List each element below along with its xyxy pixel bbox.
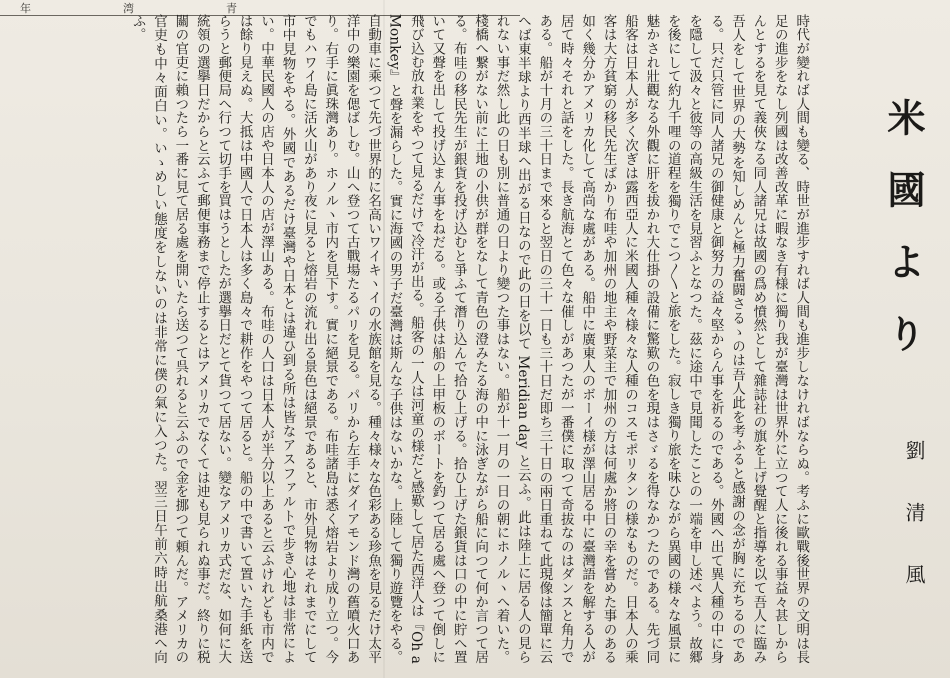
article-body — [4, 14, 854, 669]
header-mark-mid-1: 湾 — [123, 1, 136, 15]
article-title: 米國より — [881, 98, 926, 386]
header-mark-left: 年 — [20, 1, 33, 15]
header-mark-mid-2: 青 — [226, 1, 239, 15]
article-body-text: 時代が變れば人間も變る、時世が進步すれば人間も進步しなければならぬ。考ふに歐戰後世界の文明は長足の進步をなし列國は改善改革に暇なき有様に獨り我が臺灣は世界外に立つて人に後れる事益々甚しからんとするを見て義俠なる同人諸兄は故國の爲め憤然として雜誌社の旗を上げ覺醒と指導を以て吾人に臨み吾人をして世界の大勢を知しめんと極力奮闘さるゝのは吾人此を考ふると感謝の念が胸に充ちるのである。只だ只管に同人諸兄の御健康と御努力の益々堅からん事を祈るのである。外國へ出て異人種の中に身を隱して汲々と彼等の高級生活を見習ふとなつた。茲に途中で見聞したことの一端を申し述べよう。故郷を後にして約九千哩の道程を獨りでこつ〳〵と旅をした。寂しき獨り旅を味ひながら異國の様々な風景に魅かされ壯觀なる外觀に肝を拔かれ大仕掛の設備に驚歎の色を現はさゞるを得なかつたのである。先づ同船客は日本人が多く次ぎは露西亞人に米國人種々様々な人種のコスモポリタンの様なものだ。日本人の乘客は大方貧窮の移民先生ばかり布哇や加州の地主や野菜主で加州の方は何處か將日の幸を嘗めた事のある如く幾分かアメリカ化して高尚な處がある。船中に廣東人のボーイ様が澤山居る中に臺灣語を解する人が居て時々それと話をした。長き航海とて色々な催しがあつたが一番僕に取つて奇拔なのはダンスと角力である。船が十月の三十日まで來ると翌日の三十一日も三十日だ即ち三十日の兩日重ねて此現像は簡單に云へば東半球より西半球へ出がる日なので此の日を以て Meridian day と云ふ。此は陸上に居る人の見られない事だ然し此の日も別に普通の日より變つた事はない。船が十一月の一日の朝にホノルヽへ着いた。棧橋へ繋がない前に土地の小供が群をなして青色の澄みたる海の中に泳ぎながら船に向つて何か言つて居る。布哇の移民先生が銀貨を投げ込むと爭ふて潛り込んで拾ひ上げる。拾ひ上げた銀貨は口の中に貯へ置いて又聲を出して投げ込まん事をねだる。或る子供は船の上甲板のボートを釣つて居る處へ登つて倒しに飛び込む放れ業をやつて見るだけで冷汗が出る。船客の一人は河童の様だと感歎して居た西洋人は『Oh a Monkey』と聲を漏らした。實に海國の男子だ臺灣は斯んな子供はないかな。上陸して獨り遊覽をやる。自動車に乘つて先づ世界的に名高いワイキヽイの水族館を見る。種々様々な色彩ある珍魚を見るだけ太平洋中の樂園を偲ばしむ。山へ登つて古戰場たるパリを見る。パリから左手にダイアモンド灣の舊噴火口あり。右手に眞珠灣あり。ホノルヽ市内を見下す。實に絕景である。布哇諸島は悉く熔岩より成り立つ。今でもハワイ島に活火山があり夜に見ると熔岩の流れ出る景色は絕景であると、市外見物はそれまでにして市中見物をやる。外國であるだけ臺灣や日本とは違ひ到る所は皆なアスファルトで步き心地は非常によい。中華民國人の店や日本人の店が澤山ある。布哇の人口は日本人が半分以上あると云ふけれども市内では餘り見えぬ。大抵は中國人で日本人は多く島々で耕作をやつて居ると。船の中で書いて置いた手紙を送らうと郵便局へ行つて切手を買はうとしたが選擧日だとて貨つて居ない。變なアメリカ式だな、如何に大統領の選擧日だからと云ふて郵便事務まで停止するとはアメリカでなくては迚も見られぬ事だ。終りに税關の官吏に賴つたら一番に見て居る處を開いたら送つて呉れると云ふので金を挪つて頼んだ。アメリカの官吏も中々面白い。いゝめしい態度をしないのは非常に僕の氣に入つた。翌三日午前六時出航桑港へ向ふ。 — [129, 14, 810, 669]
article-author: 劉清風 — [902, 440, 926, 626]
